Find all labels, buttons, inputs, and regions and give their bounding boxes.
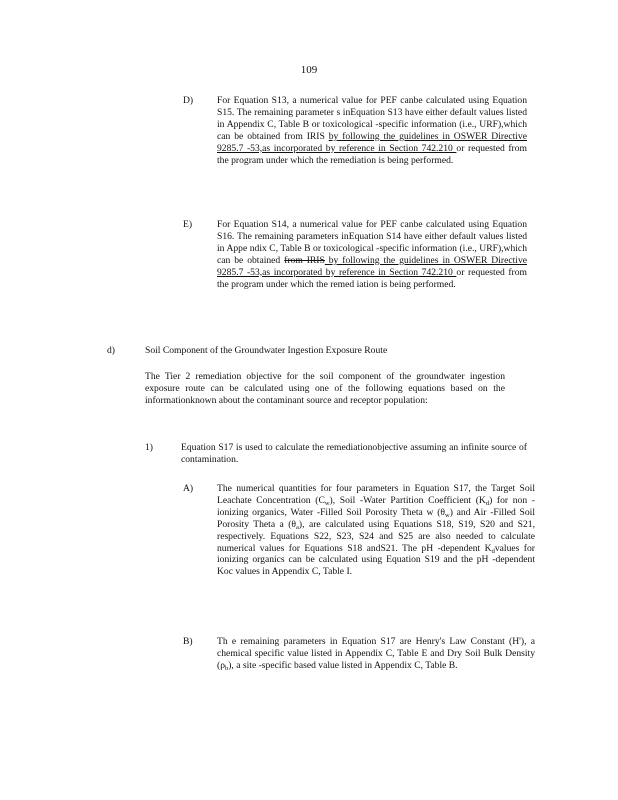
page-number: 109 <box>300 64 318 76</box>
item-e-text-end: or requested from the program under which the remed iation is being performed. <box>217 266 527 290</box>
subscript: b <box>224 664 229 672</box>
item-d-label: D) <box>183 95 194 106</box>
subscript: w <box>324 499 330 507</box>
item-b-paragraph <box>217 636 535 672</box>
item-d-underlined-insertion: by following the guidelines in OSWER Directive 9285.7 -53,as incorporated by reference in Section 742.210 <box>217 130 527 154</box>
item-e-struck-deletion: from IRIS <box>284 254 325 266</box>
item-b-text-1: Th e remaining parameters in Equation S17 are Henry's Law Constant (H'), a chemical specific value listed in Appendix C, Table E and Dry Soil Bulk Density (ρ <box>217 636 535 671</box>
item-a-paragraph <box>217 483 535 578</box>
item-1-label: 1) <box>145 442 153 453</box>
section-d-label: d) <box>107 345 115 356</box>
item-b-text-2: ), a site -specific based value listed in Appendix C, Table B. <box>228 659 458 671</box>
item-d-text-end: or requested from the program under which the remediation is being performed. <box>217 142 527 166</box>
item-e-text: For Equation S14, a numerical value for PEF canbe calculated using Equation S16. The remaining parameters inEquation S14 have either default values listed in Appe ndix C, Table B or toxicological -specific information (i.e., URF),which can be obtained <box>217 219 527 266</box>
item-a-text-3: ) for non -ionizing organics, Water -Filled Soil Porosity Theta w (θ <box>217 494 535 518</box>
item-e-underlined-insertion: by following the guidelines in OSWER Directive 9285.7 -53,as incorporated by reference in Section 742.210 <box>217 254 527 278</box>
subscript: d <box>485 499 490 507</box>
item-e-paragraph <box>217 219 527 290</box>
subscript: d <box>491 547 495 555</box>
item-a-label: A) <box>183 483 194 494</box>
section-d-heading: Soil Component of the Groundwater Ingestion Exposure Route <box>145 345 388 356</box>
item-a-text-1: The numerical quantities for four parameters in Equation S17, the Target Soil Leachate Concentration (C <box>217 483 535 506</box>
item-1-paragraph: Equation S17 is used to calculate the remediationobjective assuming an infinite source of contamination. <box>181 442 527 465</box>
item-b-label: B) <box>183 636 193 647</box>
item-a-text-6: values for ionizing organics can be calculated using Equation S19 and the pH -dependent Koc values in Appendix C, Table I. <box>217 542 535 578</box>
item-a-text-4: ) and Air -Filled Soil Porosity Theta a (θ <box>217 506 535 530</box>
item-a-text-2: ), Soil -Water Partition Coefficient (K <box>329 494 486 506</box>
item-d-text: For Equation S13, a numerical value for PEF canbe calculated using Equation S15. The remaining parameter s inEquation S13 have either default values listed in Appendix C, Table B or toxicological -specific information (i.e., URF),which can be obtained from IRIS <box>217 95 527 142</box>
subscript: w <box>444 511 450 519</box>
item-d-paragraph <box>217 95 527 166</box>
subscript: a <box>296 523 299 531</box>
item-e-label: E) <box>183 219 193 230</box>
section-d-paragraph: The Tier 2 remediation objective for the soil component of the groundwater ingestion exposure route can be calculated using one of the following equations based on the informationknown about the contaminant source and receptor population: <box>145 371 505 406</box>
item-a-text-5: ), are calculated using Equations S18, S19, S20 and S21, respectively. Equations S22, S23, S24 and S25 are also needed to calculate numerical values for Equations S18 andS21. The pH -dependent K <box>217 518 535 554</box>
